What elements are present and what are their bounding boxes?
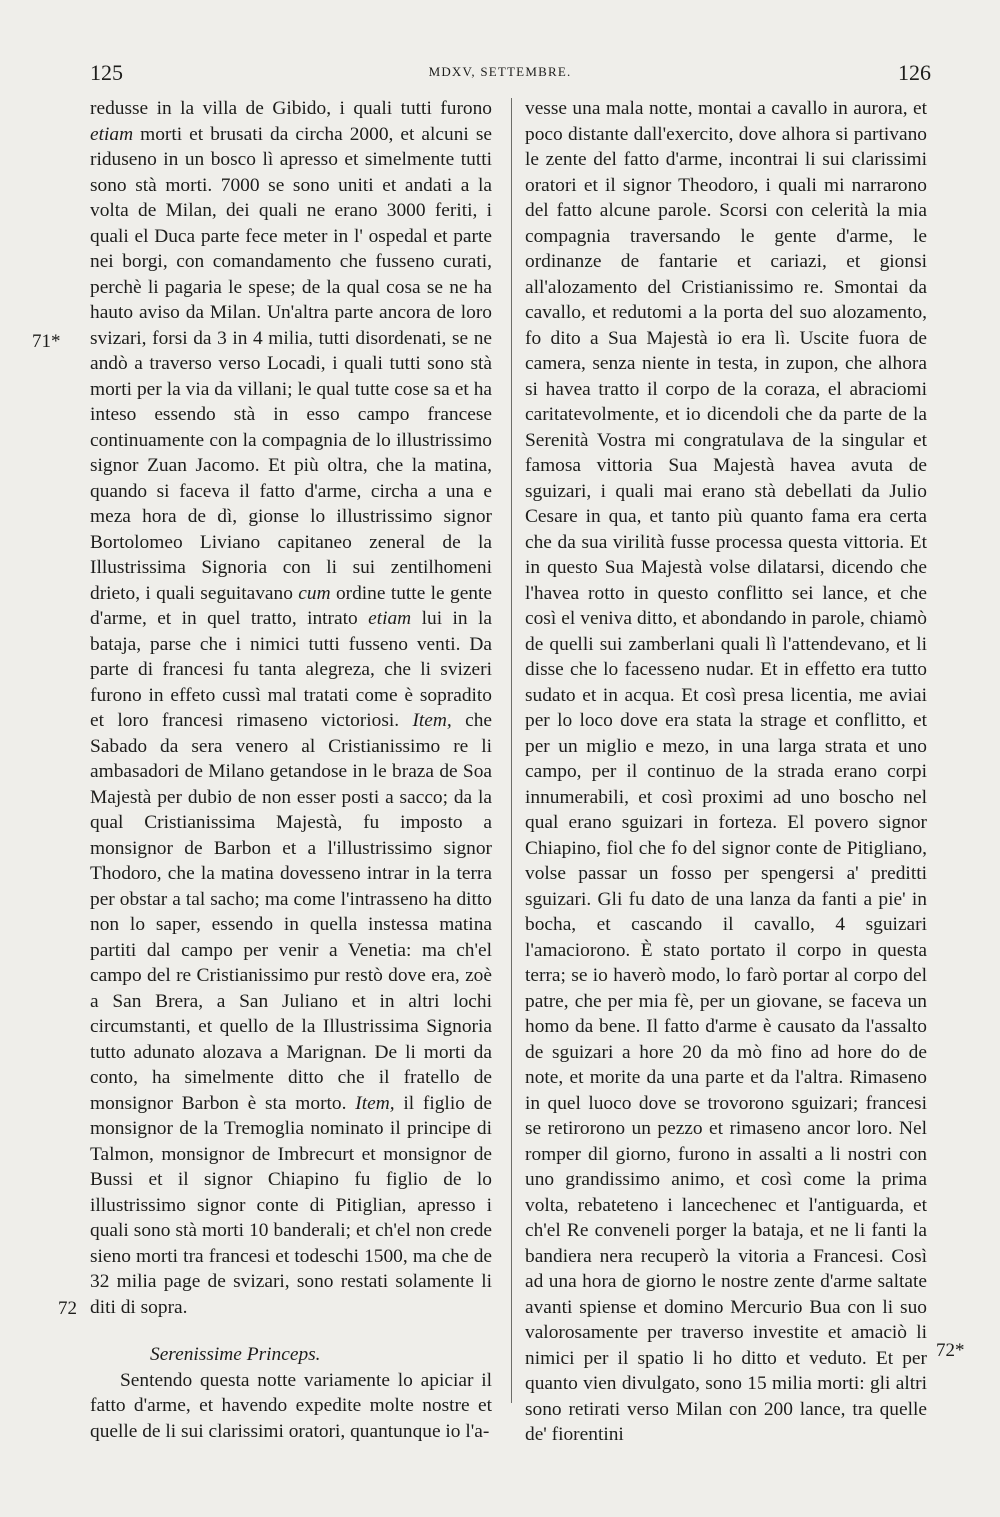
text-run: ordine tutte le gente d'arme, et in quel tratto, intrato	[90, 582, 492, 629]
text-run: lui in la bataja, parse che i nimici tutti fusseno venti. Da parte di francesi fu tanta alegreza, che li svizeri furono in effeto cussì mal tratati come è sopradito et loro francesi rimaseno victoriosi.	[90, 608, 492, 731]
margin-note-71: 71*	[32, 331, 61, 352]
left-paragraph-2: Sentendo questa notte variamente lo apiciar il fatto d'arme, et havendo expedite molte nostre et quelle de li sui clarissimi oratori, quantunque io l'a-	[90, 1369, 492, 1442]
left-paragraph-1	[90, 96, 492, 1320]
margin-note-72-star: 72*	[936, 1340, 965, 1361]
letter-salutation: Serenissime Princeps.	[150, 1344, 321, 1365]
right-column	[525, 96, 927, 1448]
margin-note-72: 72	[58, 1298, 77, 1319]
text-run: morti et brusati da circha 2000, et alcuni se riduseno in un bosco lì apresso et simelmente tutti sono stà morti. 7000 se sono uniti et andati a la volta de Milan, dei quali ne erano 3000 feriti, i quali el Duca parte fece meter in l' ospedal et parte nei borgi, con comandamento che fusseno curati, perchè li pagaria le spese; de la qual cosa se ne ha hauto aviso da Milan. Un'altra parte ancora de loro svizari, forsi da 3 in 4 milia, tutti disordenati, se ne andò a traverso verso Locadi, i quali tutti sono stà morti per la via da villani; le qual tutte cose sa et ha inteso essendo stà in esso campo francese continuamente con la compagnia de lo illustrissimo signor Zuan Jacomo. Et più oltra, che la matina, quando si faceva il fatto d'arme, circha a una e meza hora de dì, gionse lo illustrissimo signor Bortolomeo Liviano capitaneo zeneral de la Illustrissima Signoria con li sui zentilhomeni drieto, i quali seguitavano	[90, 123, 492, 604]
running-title: MDXV, SETTEMBRE.	[428, 64, 572, 79]
italic-run: etiam	[368, 608, 412, 629]
text-run: redusse in la villa de Gibido, i quali tutti furono	[90, 98, 492, 119]
italic-run: etiam	[90, 123, 134, 145]
column-divider	[511, 98, 512, 1403]
right-paragraph: vesse una mala notte, montai a cavallo in aurora, et poco distante dall'exercito, dove alhora si partivano le zente del fatto d'arme, incontrai li sui clarissimi oratori et il signor Theodoro, i quali mi narrarono del fatto alcune parole. Scorsi con celerità la mia compagnia traversando le gente d'arme, le ordinanze de fantarie et cariazi, et gionsi all'alozamento del Cristianissimo re. Smontai da cavallo, et redutomi a la porta del suo alozamento, fo dito a Sua Majestà io era lì. Uscite fuora de camera, senza niente in testa, in zupon, che alhora si havea tratto il corpo de la coraza, el abraciomi caritatevolmente, et io dicendoli che da parte de la Serenità Vostra mi congratulava de la singular et famosa vittoria Sua Majestà havea avuta de sguizari, i quali mai erano stà debellati da Julio Cesare in qua, et tanto più quanto fama era certa che da sua virilità fusse processa questa vittoria. Et in questo Sua Majestà volse dilatarsi, dicendo che l'havea rotto in questo conflitto sei lance, et che così el veniva ditto, et abondando in parole, chiamò de quelli sui zamberlani quali lì l'attendevano, et li disse che lo facesseno nudar. Et in effetto era tutto sudato et in acqua. Et così presa licentia, me aviai per lo loco dove era stata la strage et conflitto, et per un miglio e mezo, in una larga strata et uno campo, per il continuo de la strada erano corpi innumerabili, et così proximi ad uno boscho nel qual erano sguizari in forteza. El povero signor Chiapino, fiol che fo del signor conte de Pitigliano, volse passar un fosso per spengersi a' preditti sguizari. Gli fu dato de una lanza da fanti a pie' in bocha, et cascando il cavallo, 4 sguizari l'amaciorono. È stato portato il corpo in questa terra; se io haverò modo, lo farò portar al corpo del patre, che per mia fè, per un giovane, se faceva un homo da bene. Il fatto d'arme è causato da l'assalto de sguizari a hore 20 da mò fino ad hore do de note, et morite da una parte et da l'altra. Rimaseno in quel luoco dove se trovorono sguizari; francesi se retirorono un pezzo et rimaseno ancor loro. Nel romper dil giorno, furono in assalti a li nostri con uno grandissimo animo, et così come la prima volta, rebateteno i lancechenec et l'antiguarda, et ch'el Re conveneli porger la bataja, et ne li fanti la bandiera nera recuperò la vitoria a Francesi. Così ad una hora de giorno le nostre zente d'arme saltate avanti spiense et domino Mercurio Bua con li suo valorosamente per traverso investite et amaciò li nimici per il spatio li ho ditto et veduto. Et per quanto vien divulgato, sono 15 milia morti: gli altri sono retirati verso Milan con 200 lance, tra quelle de' fiorentini	[525, 98, 927, 1445]
page-header	[0, 60, 1000, 90]
italic-run: Item,	[412, 710, 452, 731]
page-number-right: 126	[898, 60, 931, 85]
italic-run: Item,	[355, 1092, 395, 1114]
page-number-left: 125	[90, 60, 123, 85]
left-column	[90, 96, 492, 1444]
text-run: che Sabado da sera venero al Cristianissimo re li ambasadori de Milano getandose in le braza de Soa Majestà per dubio de non esser posti a sacco; da la qual Cristianissima Majestà, fu imposto a monsignor de Barbon et a l'illustrissimo signor Thodoro, che la matina dovesseno intrar in la terra per obstar a tal sacho; ma come l'intrasseno ha ditto non lo saper, essendo in quella instessa matina partiti dal campo per venir a Venetia: ma ch'el campo del re Cristianissimo pur restò dove era, zoè a San Brera, a San Juliano et in altri lochi circumstanti, et quello de la Illustrissima Signoria tutto adunato alozava a Marignan. De li morti da conto, ha simelmente ditto che il fratello de monsignor Barbon è sta morto.	[90, 710, 492, 1114]
italic-run: cum	[298, 582, 331, 604]
text-run: il figlio de monsignor de la Tremoglia nominato il principe di Talmon, monsignor de Imbrecurt et monsignor de Bussi et il signor Chiapino fu figlio de lo illustrissimo signor conte di Pitiglian, apresso i quali sono stà morti 10 banderali; et ch'el non crede sieno morti tra francesi et todeschi 1500, ma che de 32 milia page de svizari, sono restati solamente li diti di sopra.	[90, 1092, 492, 1318]
